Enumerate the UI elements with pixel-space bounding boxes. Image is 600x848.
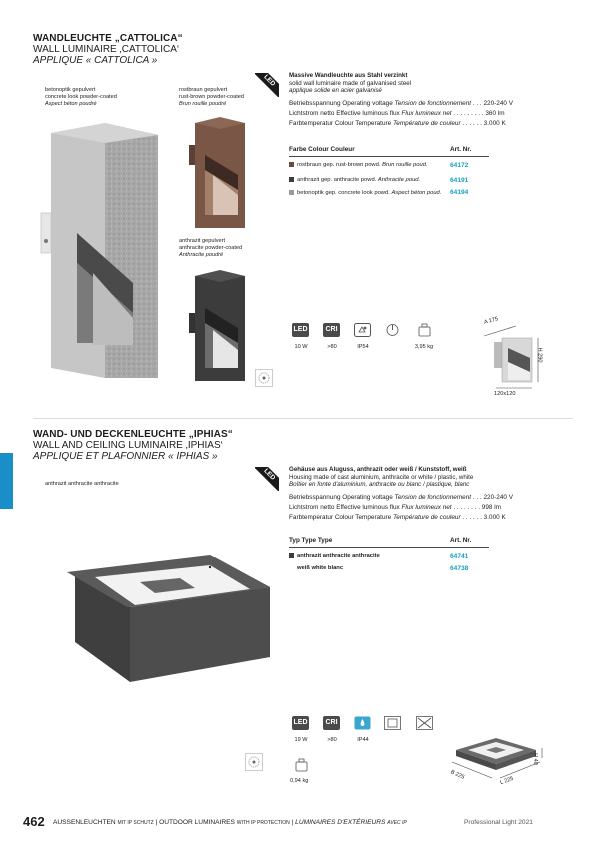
label-concrete: betonoptik gepulvert concrete look powder-coated Aspect béton poudré bbox=[45, 87, 117, 108]
section2-title-fr: APPLIQUE ET PLAFONNIER « IPHIAS » bbox=[33, 451, 218, 462]
table-header: Typ Type Type Art. Nr. bbox=[289, 537, 489, 548]
led-badge: LED bbox=[255, 73, 279, 97]
cri-icon: CRI bbox=[323, 323, 340, 337]
dim-l-label: L 225 bbox=[499, 775, 515, 787]
section1-title-en: WALL LUMINAIRE ‚CATTOLICA‘ bbox=[33, 44, 180, 55]
led-icon: LED bbox=[292, 716, 309, 730]
section2-table bbox=[289, 537, 489, 574]
table-row: weiß white blanc 64738 bbox=[289, 563, 489, 574]
led-badge: LED bbox=[255, 467, 279, 491]
dim-h-label: H 290 bbox=[536, 347, 543, 363]
dim-h-label: H 40 bbox=[531, 753, 538, 765]
weight-icon bbox=[293, 758, 310, 772]
ip54-icon bbox=[354, 323, 371, 337]
weight-icon bbox=[416, 323, 433, 337]
icon-value: >80 bbox=[327, 344, 337, 350]
concrete-lamp-illustration bbox=[33, 113, 173, 383]
ip44-icon bbox=[354, 716, 371, 730]
table-row: betonoptik gep. concrete look powd. Aspect béton poud. 64194 bbox=[289, 189, 447, 197]
section1-title-de: WANDLEUCHTE „CATTOLICA“ bbox=[33, 33, 183, 44]
section-divider bbox=[33, 418, 573, 419]
icon-value: 19 W bbox=[294, 737, 308, 743]
color-swatch bbox=[289, 162, 294, 167]
label-rust: rostbraun gepulvert rust-brown powder-coated Brun rouille poudré bbox=[179, 87, 244, 108]
product-image-cattolica bbox=[33, 73, 279, 398]
label-anthracite: anthrazit gepulvert anthracite powder-coated Anthracite poudré bbox=[179, 238, 243, 259]
icon-value: 10 W bbox=[294, 344, 308, 350]
icon-value: IP54 bbox=[357, 344, 369, 350]
section1-table bbox=[289, 146, 489, 197]
color-swatch bbox=[289, 177, 294, 182]
iphias-lamp-illustration bbox=[45, 547, 275, 687]
table-row: anthrazit anthracite anthracite 64741 bbox=[289, 551, 489, 562]
icon-value: 3,95 kg bbox=[414, 344, 434, 350]
dim-b-label: B 225 bbox=[449, 769, 466, 781]
page-number: 462 bbox=[23, 814, 45, 829]
section2-description: Gehäuse aus Aluguss, anthrazit oder weiß / Kunststoff, weiß Housing made of cast aluminium, anthracite or white / plastic, white Boîtier en fonte d'aluminium, anthracite ou blanc / plastique, blanc bbox=[289, 466, 474, 489]
color-swatch bbox=[289, 190, 294, 195]
section2-icons bbox=[292, 716, 452, 756]
section2-specs: Betriebsspannung Operating voltage Tension de fonctionnement . . . 220-240 V Lichtstrom netto Effective luminous flux Flux lumineux net . . . . . . . . 998 lm Farbtemperatur Colour Temperature Température de couleur . . . . . . 3.000 K bbox=[289, 494, 513, 521]
anthracite-lamp-illustration bbox=[183, 268, 253, 383]
product-image-iphias bbox=[33, 467, 279, 787]
icon-value: >80 bbox=[327, 737, 337, 743]
led-icon: LED bbox=[292, 323, 309, 337]
rust-lamp-illustration bbox=[183, 115, 253, 230]
footer-brand: Professional Light 2021 bbox=[464, 819, 533, 826]
color-swatch bbox=[289, 565, 294, 570]
table-header: Farbe Colour Couleur Art. Nr. bbox=[289, 146, 489, 157]
section1-title-fr: APPLIQUE « CATTOLICA » bbox=[33, 55, 158, 66]
footer-text: AUSSENLEUCHTEN MIT IP SCHUTZ | OUTDOOR LUMINAIRES WITH IP PROTECTION | LUMINAIRES D'EXTÉRIEURS AVEC IP bbox=[53, 819, 407, 826]
dim-a-label: A 175 bbox=[483, 316, 499, 326]
icon-value: IP44 bbox=[357, 737, 369, 743]
dimension-drawing-cattolica bbox=[478, 318, 558, 398]
section1-icons bbox=[292, 323, 452, 363]
section1-description: Massive Wandleuchte aus Stahl verzinkt solid wall luminaire made of galvanised steel applique solide en acier galvanisé bbox=[289, 72, 412, 95]
weight-value: 0,94 kg bbox=[290, 778, 309, 784]
table-row: rostbraun gep. rust-brown powd. Brun rouille poud. 64172 bbox=[289, 160, 489, 171]
section2-title-de: WAND- UND DECKENLEUCHTE „IPHIAS“ bbox=[33, 429, 233, 440]
section2-title-en: WALL AND CEILING LUMINAIRE ‚IPHIAS‘ bbox=[33, 440, 223, 451]
impact-icon bbox=[384, 323, 401, 337]
light-distribution-icon bbox=[255, 369, 273, 387]
color-swatch bbox=[289, 553, 294, 558]
cri-icon: CRI bbox=[323, 716, 340, 730]
section-tab bbox=[0, 453, 13, 509]
light-distribution-icon bbox=[245, 753, 263, 771]
label-iphias: anthrazit anthracite anthracite bbox=[45, 481, 119, 487]
table-row: anthrazit gep. anthracite powd. Anthracite poud. 64191 bbox=[289, 175, 489, 186]
section1-specs: Betriebsspannung Operating voltage Tension de fonctionnement . . . 220-240 V Lichtstrom netto Effective luminous flux Flux lumineux net . . . . . . . . . 360 lm Farbtemperatur Colour Temperature Température de couleur . . . . . . 3.000 K bbox=[289, 100, 513, 127]
mounting-icon bbox=[384, 716, 401, 730]
no-cover-icon bbox=[416, 716, 433, 730]
dim-base-label: 120x120 bbox=[494, 391, 516, 397]
